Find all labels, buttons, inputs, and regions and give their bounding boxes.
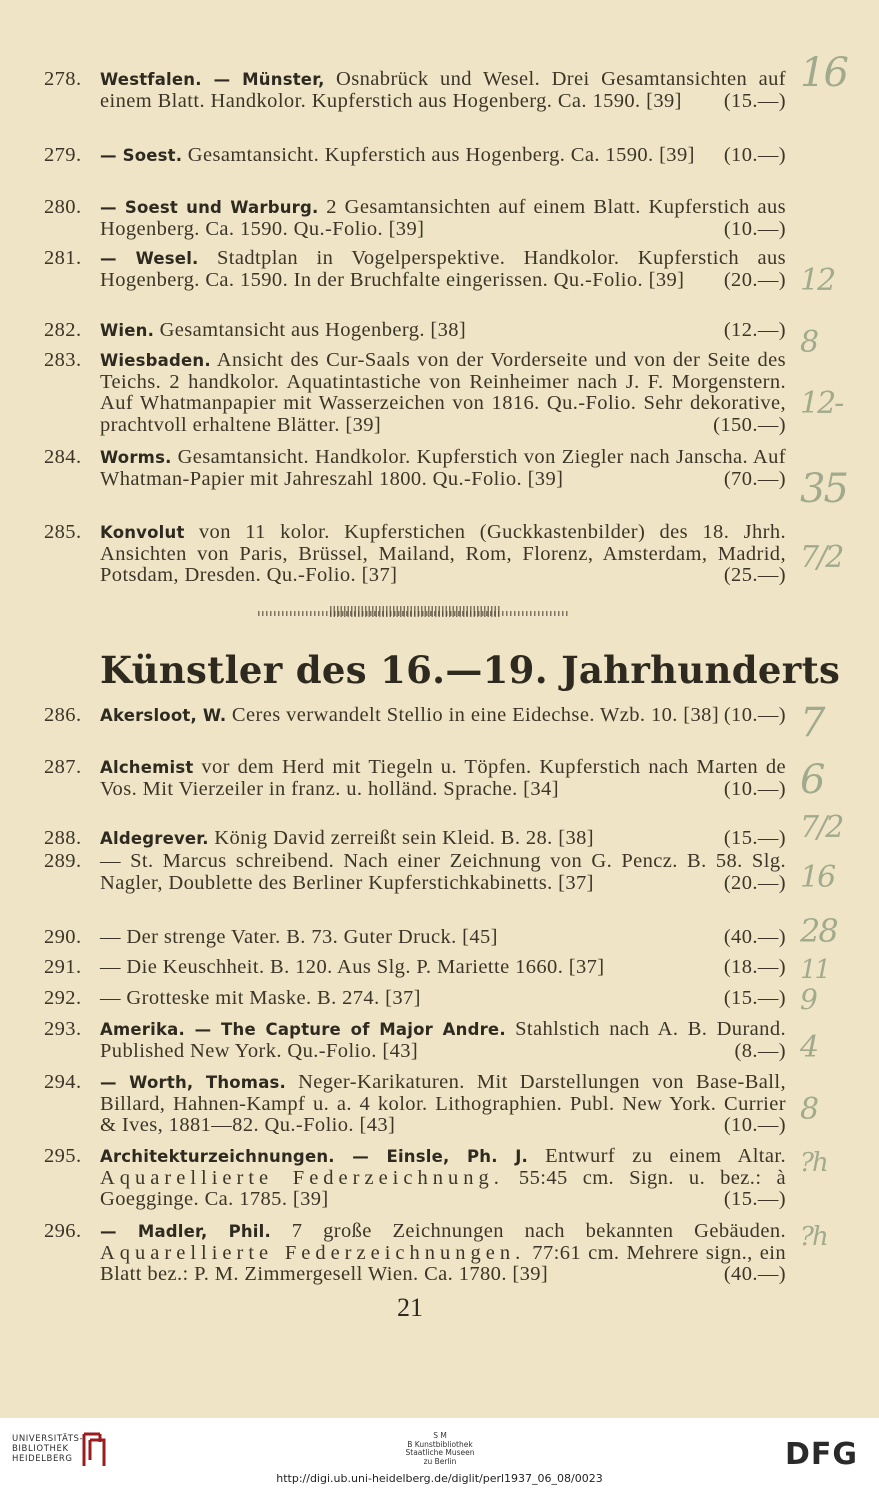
pencil-note: ?h: [800, 1148, 827, 1178]
entry-text: Gesamtansicht aus Hogenberg. [38]: [154, 319, 467, 341]
entry-price: (20.—): [723, 268, 786, 291]
pencil-note: 8: [800, 325, 818, 360]
list-item: [44, 1072, 786, 1137]
entry-price: (10.—): [723, 704, 786, 726]
pencil-note: 7/2: [800, 810, 843, 845]
entry-name: Architekturzeichnungen. — Einsle, Ph. J.: [100, 1147, 529, 1166]
entry-text-continued: 55:45 cm. Sign. u. bez.: à Goegginge. Ca. 1785. [39]: [100, 1166, 786, 1210]
list-item: [44, 522, 786, 587]
entry-number: 286.: [44, 704, 82, 726]
entry-name: — Wesel.: [100, 249, 199, 268]
entry-number: 290.: [44, 926, 82, 948]
list-item: [44, 69, 786, 112]
list-item: [44, 320, 786, 342]
entry-number: 284.: [44, 446, 82, 468]
entry-number: 281.: [44, 247, 82, 269]
pencil-note: 6: [800, 757, 824, 803]
list-item: [44, 1146, 786, 1211]
list-item: [44, 927, 786, 949]
entry-number: 294.: [44, 1071, 82, 1093]
list-item: [44, 757, 786, 800]
entry-name: Konvolut: [100, 523, 185, 542]
entry-number: 295.: [44, 1145, 82, 1167]
library-stamp: S M B Kunstbibliothek Staatliche Museen zu Berlin: [405, 1431, 475, 1466]
entry-number: 279.: [44, 144, 82, 166]
entry-price: (20.—): [723, 871, 786, 894]
pencil-note: 7: [800, 700, 824, 746]
entry-text: Entwurf zu einem Altar.: [528, 1145, 787, 1167]
list-item: [44, 197, 786, 240]
list-item: [44, 957, 786, 979]
ornamental-divider-center: [330, 606, 500, 617]
entry-name: Westfalen. — Münster,: [100, 70, 325, 89]
pencil-note: 7/2: [800, 540, 843, 575]
entry-text: — Die Keuschheit. B. 120. Aus Slg. P. Mariette 1660. [37]: [100, 956, 605, 978]
page-number: 21: [397, 1293, 423, 1322]
pencil-note: 12: [800, 263, 835, 298]
entry-name: Akersloot, W.: [100, 706, 227, 725]
entry-name: Wien.: [100, 321, 155, 340]
entry-price: (8.—): [734, 1039, 786, 1062]
pencil-note: 28: [800, 912, 837, 950]
entry-number: 291.: [44, 956, 82, 978]
entry-price: (40.—): [723, 926, 786, 948]
entry-price: (12.—): [723, 319, 786, 341]
entry-price: (40.—): [723, 1263, 786, 1285]
entry-number: 283.: [44, 349, 82, 371]
entry-price: (15.—): [723, 987, 786, 1009]
entry-text: Stadtplan in Vogelperspektive. Handkolor. Kupferstich aus Hogenberg. Ca. 1590. In der Bruchfalte eingerissen. Qu.-Folio. [39]: [100, 247, 786, 291]
dfg-logo: DFG: [785, 1437, 859, 1472]
university-logo-icon: [80, 1430, 108, 1470]
pencil-note: 35: [800, 466, 847, 512]
entry-name: Aldegrever.: [100, 829, 209, 848]
entry-name: Alchemist: [100, 758, 194, 777]
entry-name: — Soest.: [100, 146, 183, 165]
entry-name: — Worth, Thomas.: [100, 1073, 287, 1092]
entry-text: Gesamtansicht. Kupferstich aus Hogenberg. Ca. 1590. [39]: [182, 144, 695, 166]
entry-number: 293.: [44, 1018, 82, 1040]
entry-price: (15.—): [723, 89, 786, 112]
entry-number: 288.: [44, 827, 82, 849]
entry-price: (70.—): [723, 467, 786, 490]
entry-text: Osnabrück und Wesel. Drei Gesamtansichten auf einem Blatt. Handkolor. Kupferstich aus Hogenberg. Ca. 1590. [39]: [100, 68, 786, 112]
list-item: [44, 1221, 786, 1286]
list-item: [44, 1019, 786, 1062]
university-logo-text: UNIVERSITÄTS- BIBLIOTHEK HEIDELBERG: [12, 1434, 84, 1464]
entry-number: 282.: [44, 319, 82, 341]
pencil-note: 9: [800, 983, 816, 1016]
entry-number: 296.: [44, 1220, 82, 1242]
entry-price: (15.—): [723, 1188, 786, 1210]
entry-price: (10.—): [723, 217, 786, 240]
entry-text: Ansicht des Cur-Saals von der Vorderseite und von der Seite des Teichs. 2 handkolor. Aquatintastiche von Reinheimer nach J. F. Morgenstern. Auf Whatmanpapier mit Wasserzeichen von 1816. Qu.-Folio. Sehr dekorative, prachtvoll erhaltene Blätter. [39]: [100, 349, 786, 436]
entry-price: (18.—): [723, 956, 786, 978]
entry-text: von 11 kolor. Kupferstichen (Guckkastenbilder) des 18. Jhrh. Ansichten von Paris, Brüssel, Mailand, Rom, Florenz, Amsterdam, Madrid, Potsdam, Dresden. Qu.-Folio. [37]: [100, 521, 786, 586]
entry-number: 292.: [44, 987, 82, 1009]
entry-price: (10.—): [723, 777, 786, 800]
entry-number: 287.: [44, 756, 82, 778]
entry-price: (25.—): [723, 564, 786, 586]
entry-text: Neger-Karikaturen. Mit Darstellungen von Base-Ball, Billard, Hahnen-Kampf u. a. 4 kolor. Lithographien. Publ. New York. Currier & Ives, 1881—82. Qu.-Folio. [43]: [100, 1071, 786, 1136]
list-item: [44, 145, 786, 167]
entry-text: König David zerreißt sein Kleid. B. 28. [38]: [208, 827, 594, 849]
entry-price: (10.—): [723, 1114, 786, 1136]
entry-name: — Madler, Phil.: [100, 1222, 271, 1241]
entry-text: — St. Marcus schreibend. Nach einer Zeichnung von G. Pencz. B. 58. Slg. Nagler, Doublette des Berliner Kupferstichkabinetts. [37]: [100, 850, 786, 894]
entry-text: Gesamtansicht. Handkolor. Kupferstich von Ziegler nach Janscha. Auf Whatman-Papier mit Jahreszahl 1800. Qu.-Folio. [39]: [100, 446, 786, 490]
list-item: [44, 350, 786, 436]
list-item: [44, 447, 786, 490]
entry-text: vor dem Herd mit Tiegeln u. Töpfen. Kupferstich nach Marten de Vos. Mit Vierzeiler in franz. u. holländ. Sprache. [34]: [100, 756, 786, 800]
entry-technique: Aquarellierte Federzeichnungen.: [100, 1241, 526, 1264]
list-item: [44, 851, 786, 894]
entry-name: Worms.: [100, 448, 172, 467]
entry-text: — Der strenge Vater. B. 73. Guter Druck. [45]: [100, 926, 498, 948]
entry-text: — Grotteske mit Maske. B. 274. [37]: [100, 987, 421, 1009]
list-item: [44, 828, 786, 850]
entry-price: (10.—): [723, 144, 786, 166]
pencil-note: 16: [800, 50, 847, 96]
entry-number: 280.: [44, 196, 82, 218]
entry-name: — Soest und Warburg.: [100, 198, 319, 217]
entry-number: 278.: [44, 68, 82, 90]
pencil-note: 4: [800, 1030, 818, 1065]
list-item: [44, 705, 786, 727]
section-heading: Künstler des 16.—19. Jahrhunderts: [100, 648, 841, 692]
source-url[interactable]: http://digi.ub.uni-heidelberg.de/diglit/perl1937_06_08/0023: [276, 1472, 603, 1485]
pencil-note: 16: [800, 860, 835, 895]
entry-number: 285.: [44, 521, 82, 543]
entry-name: Wiesbaden.: [100, 351, 211, 370]
list-item: [44, 988, 786, 1010]
pencil-note: 12-: [800, 386, 843, 421]
entry-price: (15.—): [723, 827, 786, 849]
pencil-note: ?h: [800, 1222, 827, 1252]
entry-text: 2 Gesamtansichten auf einem Blatt. Kupferstich aus Hogenberg. Ca. 1590. Qu.-Folio. [39]: [100, 196, 786, 240]
pencil-note: 8: [800, 1092, 818, 1127]
entry-text-continued: 77:61 cm. Mehrere sign., ein Blatt bez.: P. M. Zimmergesell Wien. Ca. 1780. [39]: [100, 1241, 786, 1285]
entry-number: 289.: [44, 850, 82, 872]
pencil-note: 11: [800, 955, 830, 985]
entry-text: Ceres verwandelt Stellio in eine Eidechse. Wzb. 10. [38]: [226, 704, 720, 726]
entry-name: Amerika. — The Capture of Major Andre.: [100, 1020, 506, 1039]
entry-text: Stahlstich nach A. B. Durand. Published New York. Qu.-Folio. [43]: [100, 1018, 786, 1062]
list-item: [44, 248, 786, 291]
entry-technique: Aquarellierte Federzeichnung.: [100, 1166, 504, 1189]
entry-price: (150.—): [713, 413, 786, 436]
entry-text: 7 große Zeichnungen nach bekannten Gebäuden.: [270, 1220, 786, 1242]
